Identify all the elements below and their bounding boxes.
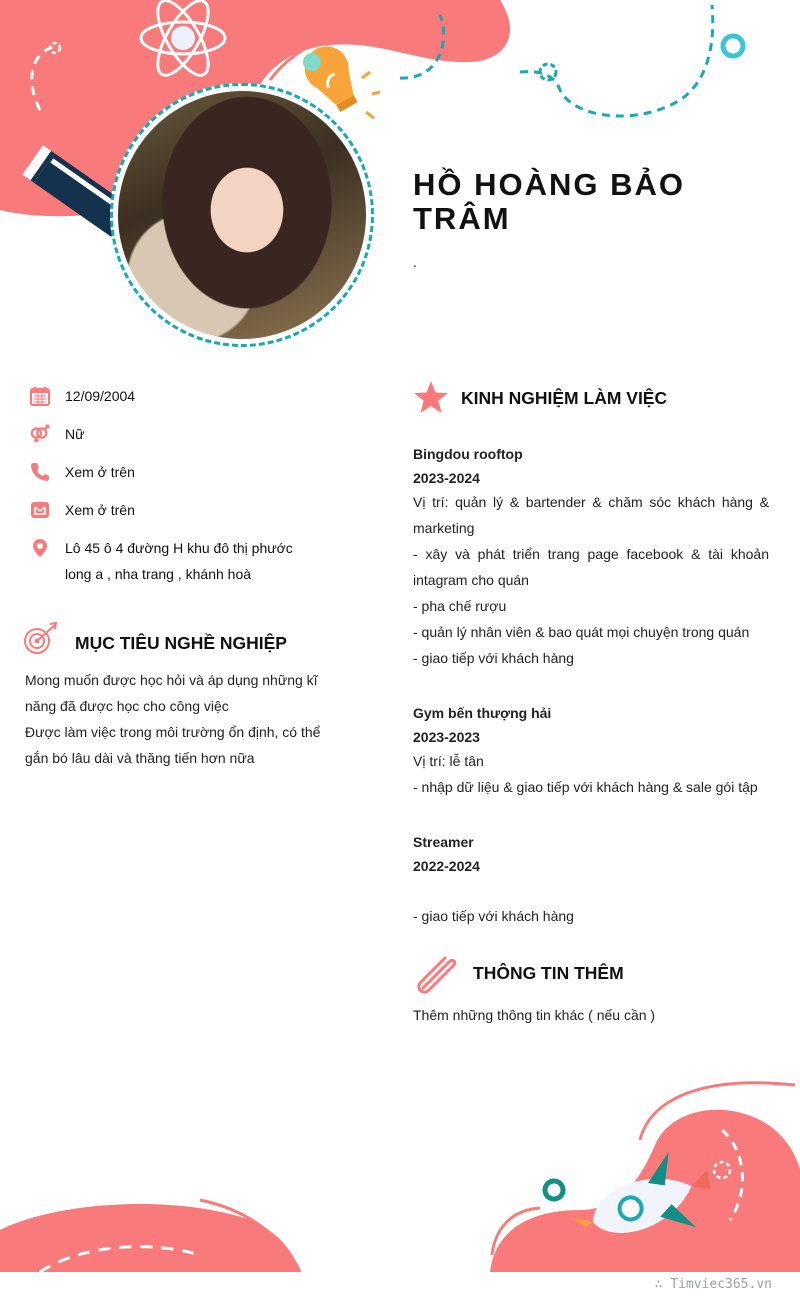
extra-title: THÔNG TIN THÊM xyxy=(473,963,624,983)
objective-line: Mong muốn được học hỏi và áp dụng những kĩ năng đã được học cho công việc xyxy=(25,672,318,714)
star-icon xyxy=(413,380,449,414)
paperclip-icon xyxy=(413,950,461,994)
email-icon xyxy=(30,500,50,520)
job-line: Vị trí: quản lý & bartender & chăm sóc khách hàng & marketing xyxy=(413,494,769,536)
calendar-icon xyxy=(30,386,50,406)
job-entry xyxy=(413,829,769,929)
job-period: 2023-2023 xyxy=(413,729,480,745)
job-entry xyxy=(413,700,769,800)
job-company: Bingdou rooftop xyxy=(413,446,523,462)
bottom-left-blob xyxy=(0,1204,300,1272)
gender-icon xyxy=(30,424,50,444)
candidate-name: HỒ HOÀNG BẢO TRÂM xyxy=(413,167,685,236)
candidate-subtitle: . xyxy=(413,254,417,270)
job-company: Gym bến thượng hải xyxy=(413,705,552,721)
extra-text: Thêm những thông tin khác ( nếu cần ) xyxy=(413,1007,656,1023)
experience-list xyxy=(413,441,769,929)
location-pin-icon xyxy=(30,538,50,558)
target-icon xyxy=(22,622,60,656)
job-company: Streamer xyxy=(413,834,474,850)
objective-title: MỤC TIÊU NGHỀ NGHIỆP xyxy=(75,633,287,653)
avatar xyxy=(118,91,366,339)
job-period: 2022-2024 xyxy=(413,858,480,874)
job-line: - giao tiếp với khách hàng xyxy=(413,908,574,924)
job-line: - giao tiếp với khách hàng xyxy=(413,650,574,666)
teal-ring xyxy=(545,1181,563,1199)
objective-line: Được làm việc trong môi trường ổn định, có thể gắn bó lâu dài và thăng tiến hơn nữa xyxy=(25,724,321,766)
job-line: Vị trí: lễ tân xyxy=(413,753,484,769)
job-line: - xây và phát triển trang page facebook & tài khoản intagram cho quán xyxy=(413,546,769,588)
job-entry xyxy=(413,441,769,671)
phone-icon xyxy=(30,462,50,482)
watermark: ∴ Timviec365.vn xyxy=(654,1277,772,1292)
ring-icon xyxy=(723,36,743,56)
objective-text xyxy=(25,667,325,771)
job-period: 2023-2024 xyxy=(413,470,480,486)
experience-title: KINH NGHIỆM LÀM VIỆC xyxy=(461,388,668,408)
job-line: - nhập dữ liệu & giao tiếp với khách hàng & sale gói tập xyxy=(413,779,758,795)
job-line: - quản lý nhân viên & bao quát mọi chuyện trong quán xyxy=(413,624,750,640)
job-line: - pha chế rượu xyxy=(413,598,507,614)
